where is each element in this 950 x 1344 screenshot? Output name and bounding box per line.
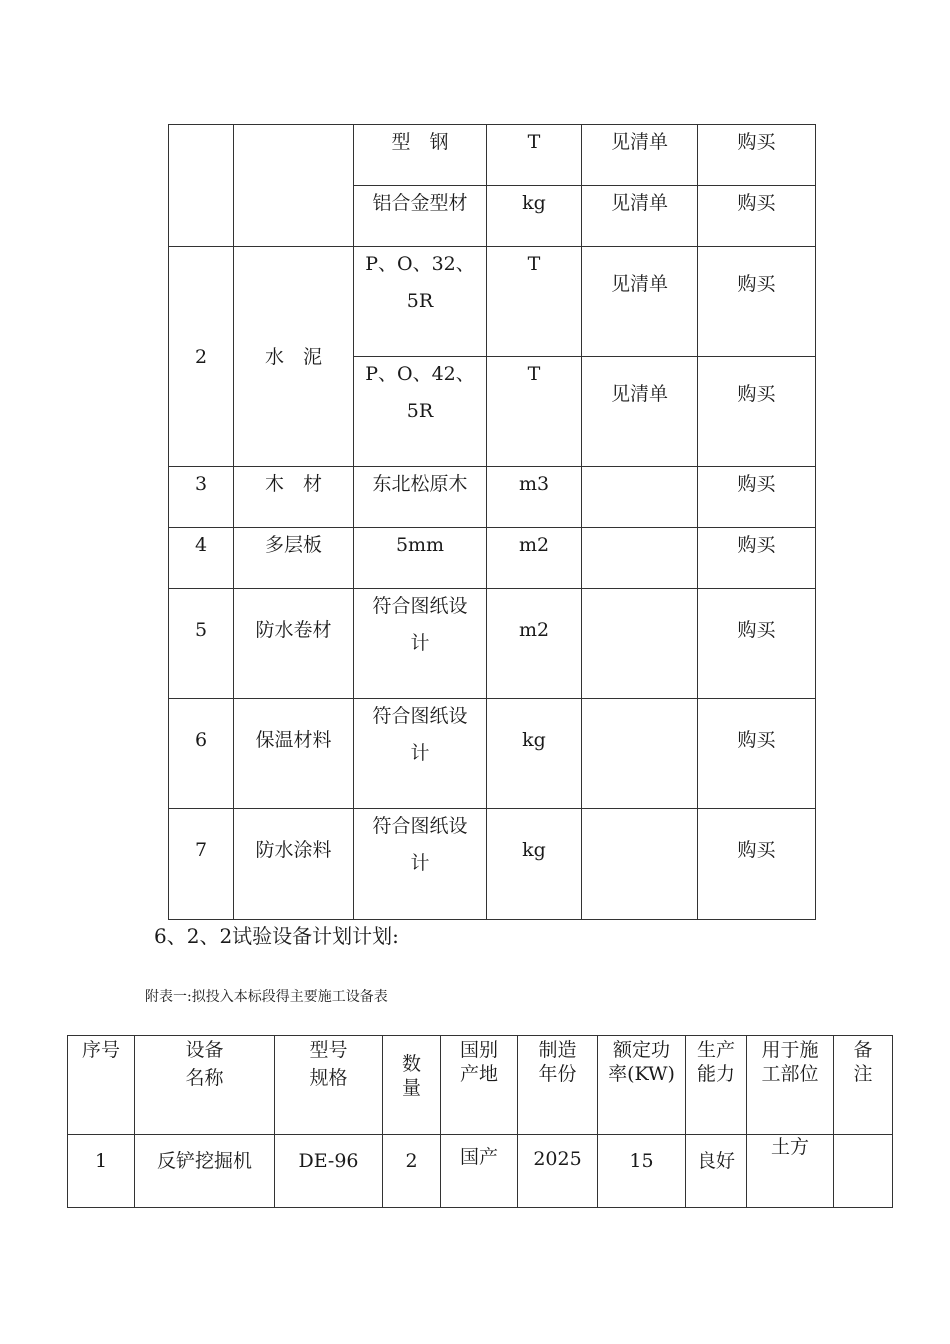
table-row [169, 247, 816, 357]
header-line-1: 制造 [538, 1039, 577, 1061]
cell-name: 反铲挖掘机 [135, 1135, 275, 1208]
section-heading: 6、2、2试验设备计划计划: [154, 924, 399, 948]
cell-source: 购买 [698, 528, 816, 589]
cell-no: 3 [169, 467, 234, 528]
spec-line-2: 计 [410, 742, 430, 764]
cell-source: 购买 [698, 186, 816, 247]
header-origin [441, 1036, 518, 1135]
header-line-1: 设备 [185, 1039, 224, 1061]
header-no: 序号 [68, 1036, 135, 1135]
cell-unit: m3 [487, 467, 582, 528]
cell-unit: kg [487, 186, 582, 247]
cell-spec [354, 809, 487, 920]
cell-unit: T [487, 357, 582, 467]
cell-spec: 型 钢 [354, 125, 487, 186]
spec-line-1: 符合图纸设 [372, 815, 468, 837]
table-row [169, 699, 816, 809]
cell-no: 6 [169, 699, 234, 809]
table-row [169, 528, 816, 589]
cell-spec [354, 357, 487, 467]
cell-qty [582, 589, 698, 699]
spec-line-2: 5R [406, 400, 434, 422]
table-row [169, 809, 816, 920]
cell-source: 购买 [698, 589, 816, 699]
table-header-row [68, 1036, 893, 1135]
spec-line-1: P、O、42、 [365, 363, 475, 385]
header-line-2: 能力 [696, 1063, 735, 1085]
appendix-caption: 附表一:拟投入本标段得主要施工设备表 [145, 989, 388, 1005]
header-qty [383, 1036, 441, 1135]
cell-name: 水 泥 [234, 247, 354, 467]
cell-source: 购买 [698, 699, 816, 809]
header-line-2: 量 [401, 1077, 421, 1099]
header-capacity [686, 1036, 747, 1135]
cell-capacity: 良好 [686, 1135, 747, 1208]
header-line-1: 数 [401, 1053, 421, 1075]
cell-name: 保温材料 [234, 699, 354, 809]
cell-no: 4 [169, 528, 234, 589]
header-line-1: 用于施 [761, 1039, 819, 1061]
cell-name: 木 材 [234, 467, 354, 528]
header-line-2: 工部位 [761, 1063, 819, 1085]
spec-line-2: 计 [410, 632, 430, 654]
cell-qty [582, 699, 698, 809]
header-line-1: 备 [853, 1039, 873, 1061]
cell-name: 防水涂料 [234, 809, 354, 920]
cell-qty: 见清单 [582, 186, 698, 247]
cell-qty: 见清单 [582, 247, 698, 357]
header-model [275, 1036, 383, 1135]
cell-no: 1 [68, 1135, 135, 1208]
cell-qty: 见清单 [582, 125, 698, 186]
cell-name [234, 125, 354, 247]
cell-remark [834, 1135, 893, 1208]
cell-qty: 见清单 [582, 357, 698, 467]
cell-source: 购买 [698, 809, 816, 920]
cell-name: 多层板 [234, 528, 354, 589]
cell-unit: kg [487, 699, 582, 809]
cell-spec [354, 589, 487, 699]
header-line-2: 名称 [185, 1067, 224, 1089]
spec-line-1: 符合图纸设 [372, 595, 468, 617]
cell-unit: m2 [487, 528, 582, 589]
header-year [518, 1036, 598, 1135]
cell-no: 7 [169, 809, 234, 920]
spec-line-2: 计 [410, 852, 430, 874]
cell-no: 5 [169, 589, 234, 699]
cell-spec [354, 247, 487, 357]
cell-unit: m2 [487, 589, 582, 699]
table-row [169, 589, 816, 699]
header-line-2: 率(KW) [608, 1063, 675, 1085]
cell-name: 防水卷材 [234, 589, 354, 699]
header-use [747, 1036, 834, 1135]
spec-line-2: 5R [406, 290, 434, 312]
equipment-table [67, 1035, 893, 1208]
cell-source: 购买 [698, 247, 816, 357]
cell-origin: 国产 [441, 1135, 518, 1208]
cell-source: 购买 [698, 125, 816, 186]
header-line-1: 生产 [696, 1039, 735, 1061]
cell-source: 购买 [698, 467, 816, 528]
header-line-1: 型号 [309, 1039, 348, 1061]
table-row [169, 125, 816, 186]
cell-source: 购买 [698, 357, 816, 467]
cell-qty [582, 467, 698, 528]
table-row [169, 467, 816, 528]
table-row [68, 1135, 893, 1208]
cell-unit: T [487, 125, 582, 186]
cell-spec [354, 699, 487, 809]
header-line-1: 国别 [459, 1039, 498, 1061]
cell-unit: kg [487, 809, 582, 920]
cell-year: 2025 [518, 1135, 598, 1208]
cell-unit: T [487, 247, 582, 357]
cell-no [169, 125, 234, 247]
header-line-2: 年份 [538, 1063, 577, 1085]
cell-use: 土方 [747, 1135, 834, 1208]
cell-spec: 5mm [354, 528, 487, 589]
cell-qty [582, 809, 698, 920]
header-line-2: 规格 [309, 1067, 348, 1089]
header-remark [834, 1036, 893, 1135]
header-name [135, 1036, 275, 1135]
cell-qty [582, 528, 698, 589]
header-line-1: 额定功 [612, 1039, 670, 1061]
header-line-2: 产地 [459, 1063, 498, 1085]
cell-spec: 铝合金型材 [354, 186, 487, 247]
spec-line-1: 符合图纸设 [372, 705, 468, 727]
header-power [598, 1036, 686, 1135]
cell-qty: 2 [383, 1135, 441, 1208]
cell-power: 15 [598, 1135, 686, 1208]
cell-no: 2 [169, 247, 234, 467]
cell-spec: 东北松原木 [354, 467, 487, 528]
header-line-2: 注 [853, 1063, 873, 1085]
materials-table [168, 124, 816, 920]
cell-model: DE-96 [275, 1135, 383, 1208]
spec-line-1: P、O、32、 [365, 253, 475, 275]
